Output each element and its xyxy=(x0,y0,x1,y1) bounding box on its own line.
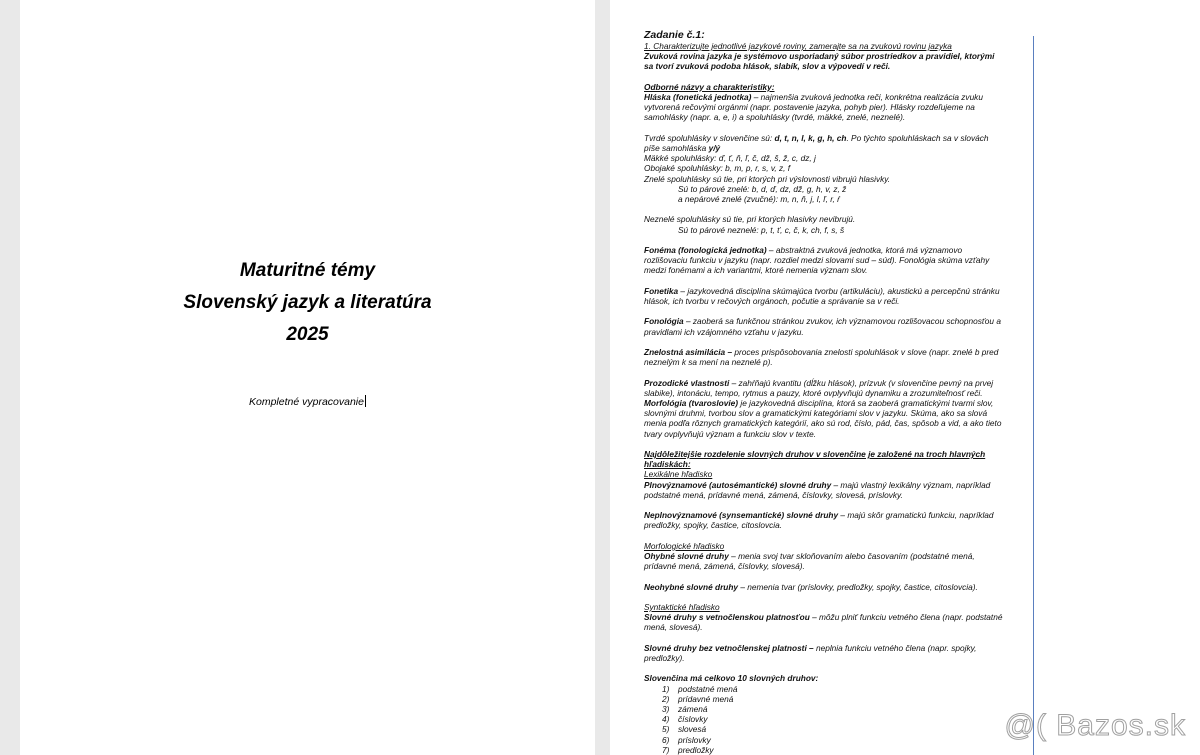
term-fonologia: Fonológia xyxy=(644,316,684,327)
text-morfologia: je jazykovedná disciplína, ktorá sa zaoberá gramatickými tvarmi slov, slovnými druhmi, tvorbou slov a gramatickými kategóriami slov v jazyku. Skúma, ako sa slová menia podľa rôznych gramatických kategórií, ako sú rod, číslo, pád, čas, spôsob a vid, a ako tieto tvary ovplyvňujú význam a funkciu slov v texte. xyxy=(644,397,1002,439)
morf-subheading: Morfologické hľadisko xyxy=(644,540,725,551)
task-text: 1. Charakterizujte jednotlivé jazykové roviny, zamerajte sa na zvukovú rovinu jazyka xyxy=(644,41,952,51)
term-fonema: Fonéma (fonologická jednotka) xyxy=(644,245,767,255)
paragraph-fonema xyxy=(644,245,1004,276)
count-heading: Slovenčina má celkovo 10 slovných druhov: xyxy=(644,673,819,684)
text-fonologia: – zaoberá sa funkčnou stránkou zvukov, ich významovou rozlišovacou schopnosťou a pravidlami ich vzájomného vzťahu v jazyku. xyxy=(644,316,1001,337)
text-prozodia: – zahŕňajú kvantitu (dĺžku hlások), prízvuk (v slovenčine pevný na prvej slabike), intonáciu, tempo, rytmus a pauzy, ktoré ovplyvňujú dynamiku a zrozumiteľnosť reči. xyxy=(644,377,994,398)
list-number: 3) xyxy=(662,703,670,714)
cover-title xyxy=(20,255,595,351)
list-item xyxy=(644,694,1004,704)
paragraph-prozodia xyxy=(644,378,1004,398)
term-prozodia: Prozodické vlastnosti xyxy=(644,377,730,388)
list-text: prídavné mená xyxy=(678,693,734,704)
content-page xyxy=(610,0,1200,755)
term-morfologia: Morfológia (tvaroslovie) xyxy=(644,397,739,408)
paragraph-neplno xyxy=(644,510,1004,530)
list-text: číslovky xyxy=(678,714,708,725)
list-item xyxy=(644,745,1004,755)
line-obojake: Obojaké spoluhlásky: b, m, p, r, s, v, z, f xyxy=(644,163,791,174)
list-number: 1) xyxy=(662,683,670,694)
margin-guide xyxy=(1033,36,1034,755)
text-fonetika: – jazykovedná disciplína skúmajúca tvorbu (artikuláciu), akustickú a percepčnú stránku hlások, ich tvorbu v rečových orgánoch, počutie a správanie sa v reči. xyxy=(644,285,1000,306)
cover-subtitle[interactable] xyxy=(20,395,595,408)
paragraph-hlaska xyxy=(644,92,1004,123)
term-fonetika: Fonetika xyxy=(644,285,679,296)
tvrde-vowel: y/ý xyxy=(708,143,721,153)
text-plno: – majú vlastný lexikálny význam, napríklad podstatné mená, prídavné mená, zámená, číslovky, slovesá, príslovky. xyxy=(644,479,991,500)
term-plno: Plnovýznamové (autosémantické) slovné druhy xyxy=(644,479,832,490)
line-znele: Znelé spoluhlásky sú tie, pri ktorých pri výslovnosti vibrujú hlasivky. xyxy=(644,173,891,184)
paragraph-bez xyxy=(644,643,1004,663)
text-vetno: – môžu plniť funkciu vetného člena (napr. podstatné mená, slovesá). xyxy=(644,612,1003,633)
list-text: podstatné mená xyxy=(678,683,738,694)
term-ohyb: Ohybné slovné druhy xyxy=(644,550,729,561)
terms-heading: Odborné názvy a charakteristiky: xyxy=(644,81,775,92)
paragraph-fonologia xyxy=(644,316,1004,336)
list-item xyxy=(644,724,1004,734)
synt-subheading: Syntaktické hľadisko xyxy=(644,601,720,612)
line-makke: Mäkké spoluhlásky: ď, ť, ň, ľ, č, dž, š, ž, c, dz, j xyxy=(644,153,816,164)
term-hlaska: Hláska (fonetická jednotka) xyxy=(644,92,752,102)
term-neohyb: Neohybné slovné druhy xyxy=(644,581,739,592)
lex-subheading: Lexikálne hľadisko xyxy=(644,469,713,480)
paragraph-vetno xyxy=(644,612,1004,632)
tvrde-pre: Tvrdé spoluhlásky v slovenčine sú: xyxy=(644,132,775,143)
list-item xyxy=(644,714,1004,724)
line-neznele: Neznelé spoluhlásky sú tie, pri ktorých hlasivky nevibrujú. xyxy=(644,214,856,225)
paragraph-neohyb xyxy=(644,582,1004,592)
text-bez: neplnia funkciu vetného člena (napr. spojky, predložky). xyxy=(644,642,977,663)
cover-line-3: 2025 xyxy=(286,324,329,345)
line-neparove-znele: a nepárové znelé (zvučné): m, n, ň, j, l, ľ, r, ŕ xyxy=(678,194,840,205)
term-asimilacia: Znelostná asimilácia – xyxy=(644,346,733,357)
intro-paragraph: Zvuková rovina jazyka je systémovo usporiadaný súbor prostriedkov a pravidiel, ktorými sa tvorí zvuková podoba hlások, slabík, slov a výpovedí v reči. xyxy=(644,51,995,72)
rozdelenie-heading: Najdôležitejšie rozdelenie slovných druhov v slovenčine je založené na troch hlavných hľadiskách: xyxy=(644,448,986,470)
line-parove-znele: Sú to párové znelé: b, d, ď, dz, dž, g, h, v, z, ž xyxy=(678,183,847,194)
cover-line-1: Maturitné témy xyxy=(239,260,376,281)
paragraph-plno xyxy=(644,480,1004,500)
cover-line-2: Slovenský jazyk a literatúra xyxy=(183,292,432,313)
cover-subtitle-text[interactable]: Kompletné vypracovanie xyxy=(249,396,364,408)
text-asimilacia: proces prispôsobovania znelosti spoluhlások v slove (napr. znelé b pred neznelým k sa mení na neznelé p). xyxy=(644,346,999,368)
text-neohyb: – nemenia tvar (príslovky, predložky, spojky, častice, citoslovcia). xyxy=(738,581,978,592)
list-item xyxy=(644,704,1004,714)
paragraph-asimilacia xyxy=(644,347,1004,367)
list-text: predložky xyxy=(678,744,714,755)
list-item xyxy=(644,684,1004,694)
term-neplno: Neplnovýznamové (synsemantické) slovné druhy xyxy=(644,510,839,521)
cover-page xyxy=(20,0,595,755)
paragraph-fonetika xyxy=(644,286,1004,306)
list-text: slovesá xyxy=(678,724,707,735)
text-neplno: – majú skôr gramatickú funkciu, napríklad predložky, spojky, častice, citoslovcia. xyxy=(644,510,994,531)
word-class-list xyxy=(644,684,1004,755)
list-number: 7) xyxy=(662,744,670,755)
line-parove-neznele: Sú to párové neznelé: p, t, ť, c, č, k, ch, f, s, š xyxy=(678,224,845,235)
tvrde-list: d, t, n, l, k, g, h, ch xyxy=(774,132,847,143)
list-text: zámená xyxy=(678,703,708,714)
assignment-heading: Zadanie č.1: xyxy=(644,29,705,41)
tvrde-post: . Po týchto spoluhláskach sa v slovách píše samohláska xyxy=(644,132,989,153)
term-bez: Slovné druhy bez vetnočlenskej platnosti – xyxy=(644,642,814,653)
text-hlaska: – najmenšia zvuková jednotka reči, konkrétna realizácia zvuku vytvorená rečovými orgánmi (napr. postavenie jazyka, pohyb pier). Hlásky rozdeľujeme na samohlásky (napr. a, e, i) a spoluhlásky (tvrdé, mäkké, znelé, neznelé). xyxy=(644,92,983,123)
list-number: 4) xyxy=(662,714,670,725)
text-fonema: – abstraktná zvuková jednotka, ktorá má významovo rozlišovaciu funkciu v jazyku (napr. rozdiel medzi slovami sud – súd). Fonológia skúma vzťahy medzi fonémami a ich variantmi, ktoré nemenia význam slov. xyxy=(644,245,990,276)
text-ohyb: – menia svoj tvar skloňovaním alebo časovaním (podstatné mená, prídavné mená, zámená, číslovky, slovesá). xyxy=(644,550,975,572)
list-text: príslovky xyxy=(678,734,711,745)
paragraph-ohyb xyxy=(644,551,1004,571)
list-number: 5) xyxy=(662,724,670,735)
list-number: 6) xyxy=(662,734,670,745)
document-body[interactable] xyxy=(644,29,1004,755)
paragraph-tvrde xyxy=(644,133,1004,153)
list-number: 2) xyxy=(662,693,670,704)
list-item xyxy=(644,735,1004,745)
term-vetno: Slovné druhy s vetnočlenskou platnosťou xyxy=(644,612,810,623)
paragraph-morfologia xyxy=(644,398,1004,439)
watermark-logo: @( Bazos.sk xyxy=(1004,709,1186,742)
text-cursor xyxy=(365,395,366,407)
